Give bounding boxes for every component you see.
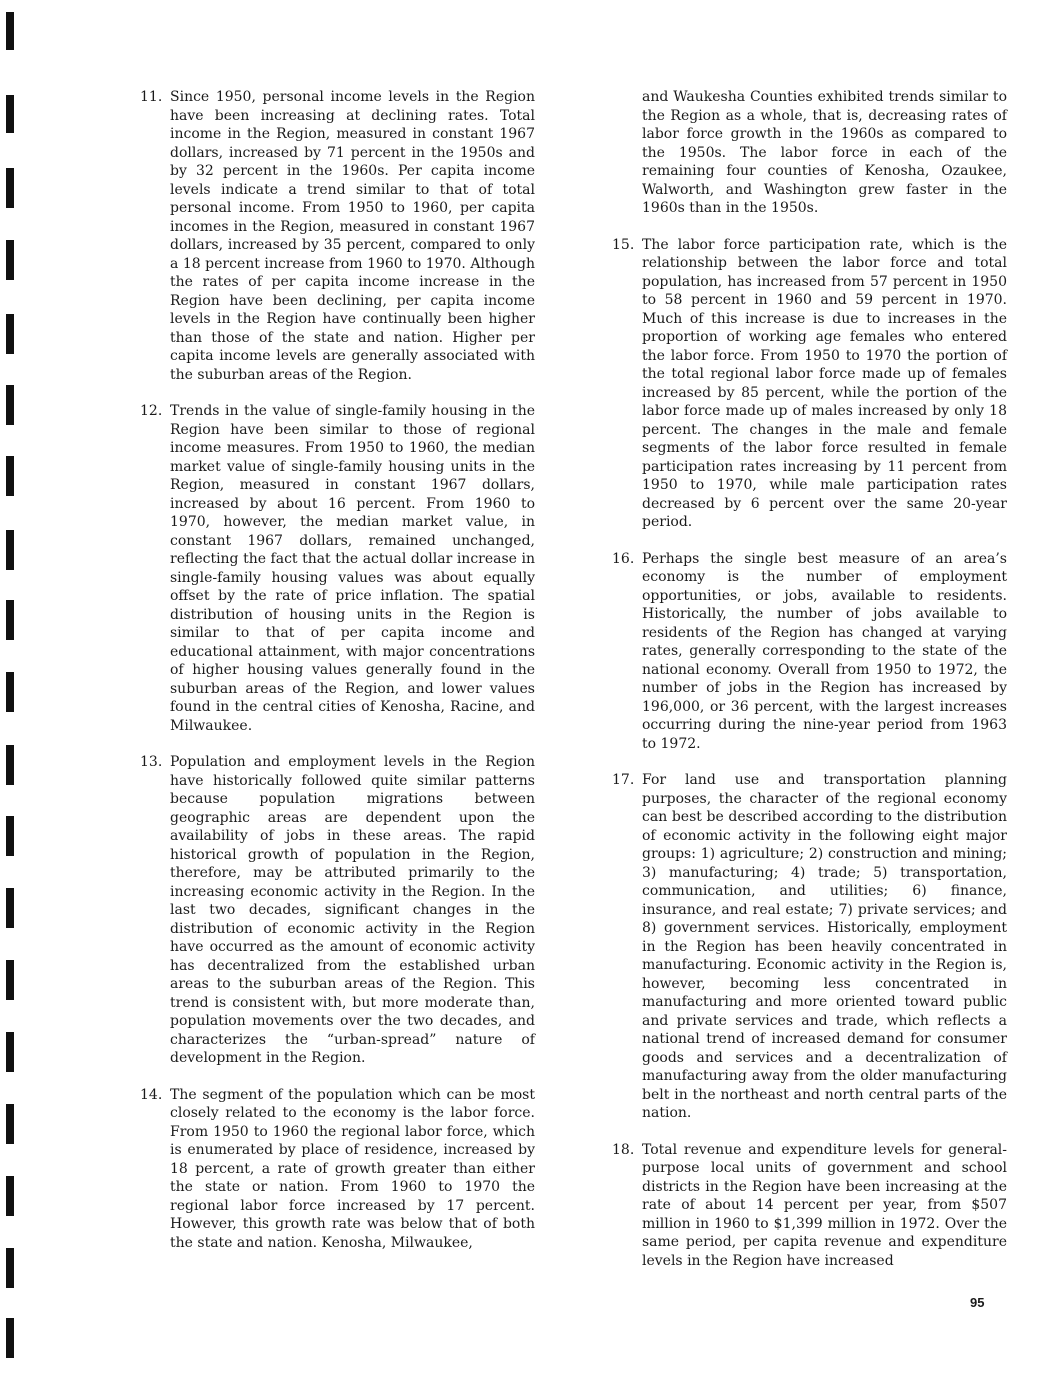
paragraph-number: 16. xyxy=(612,550,635,567)
numbered-paragraph xyxy=(140,1086,535,1253)
paragraph-text: Since 1950, personal income levels in the Region have been increasing at declining rates. Total income in the Region, measured in constant 1967 dollars, increased by 71 percent in the 1950s and by 32 percent in the 1960s. Per capita income levels indicate a trend similar to that of total personal income. From 1950 to 1960, per capita incomes in the Region, measured in constant 1967 dollars, increased by 35 percent, compared to only a 18 percent increase from 1960 to 1970. Although the rates of per capita income increase in the Region have been declining, per capita income levels in the Region have continually been higher than those of the state and nation. Higher per capita income levels are generally associated with the suburban areas of the Region. xyxy=(170,89,535,383)
numbered-paragraph xyxy=(612,550,1007,754)
binding-mark xyxy=(6,600,14,640)
binding-mark xyxy=(6,888,14,928)
numbered-paragraph xyxy=(140,753,535,1068)
paragraph-number: 17. xyxy=(612,772,635,788)
binding-mark xyxy=(6,95,14,133)
numbered-paragraph xyxy=(612,771,1007,1123)
paragraph-number: 18. xyxy=(612,1141,635,1158)
paragraph-text: Total revenue and expenditure levels for general-purpose local units of government and school districts in the Region have been increasing at the rate of about 14 percent per year, from $507 million in 1960 to $1,399 million in 1972. Over the same period, per capita revenue and expenditure levels in the Region have increased xyxy=(642,1141,1007,1269)
binding-mark xyxy=(6,816,14,856)
binding-mark xyxy=(6,1104,14,1144)
binding-mark xyxy=(6,530,14,570)
paragraph-number: 15. xyxy=(612,236,635,253)
binding-mark xyxy=(6,1032,14,1072)
paragraph-text: Population and employment levels in the Region have historically followed quite similar patterns because population migrations between geographic areas are dependent upon the availability of jobs in these areas. The rapid historical growth of population in the Region, therefore, may be attributed primarily to the increasing economic activity in the Region. In the last two decades, significant changes in the distribution of economic activity in the Region have occurred as the amount of economic activity has decentralized from the established urban areas to the suburban areas of the Region. This trend is consistent with, but more moderate than, population movements over the two decades, and characterizes the “urban-spread” nature of development in the Region. xyxy=(170,754,535,1066)
binding-mark xyxy=(6,1318,14,1358)
numbered-paragraph xyxy=(612,1141,1007,1271)
right-column xyxy=(612,88,1007,1288)
binding-mark xyxy=(6,745,14,785)
binding-mark xyxy=(6,1176,14,1216)
binding-mark xyxy=(6,314,14,354)
paragraph-text: Perhaps the single best measure of an area’s economy is the number of employment opportunities, or jobs, available to residents. Historically, the number of jobs available to residents of the Region has changed at varying rates, generally corresponding to the state of the national economy. Overall from 1950 to 1972, the number of jobs in the Region has increased by 196,000, or 36 percent, with the largest increases occurring during the nine-year period from 1963 to 1972. xyxy=(642,550,1007,752)
continued-paragraph-text: and Waukesha Counties exhibited trends similar to the Region as a whole, that is, decreasing rates of labor force growth in the 1960s as compared to the 1950s. The labor force in each of the remaining four counties of Kenosha, Ozaukee, Walworth, and Washington grew faster in the 1960s than in the 1950s. xyxy=(642,89,1007,216)
paragraph-text: The labor force participation rate, which is the relationship between the labor force and total population, has increased from 57 percent in 1950 to 58 percent in 1960 and 59 percent in 1970. Much of this increase is due to increases in the proportion of working age females who entered the labor force. From 1950 to 1970 the portion of the total regional labor force made up of females increased by 85 percent, while the portion of the labor force made up of males increased by only 18 percent. The changes in the male and female segments of the labor force resulted in female participation rates increasing by 11 percent from 1950 to 1970, while male participation rates decreased by 6 percent over the same 20-year period. xyxy=(642,236,1007,530)
binding-mark xyxy=(6,1248,14,1288)
binding-mark xyxy=(6,960,14,1000)
binding-mark xyxy=(6,672,14,712)
numbered-paragraph xyxy=(140,402,535,735)
paragraph-number: 14. xyxy=(140,1086,163,1103)
binding-mark xyxy=(6,456,14,496)
page-number: 95 xyxy=(970,1295,985,1310)
paragraph-text: For land use and transportation planning purposes, the character of the regional economy can best be described according to the distribution of economic activity in the following eight major groups: 1) agriculture; 2) construction and mining; 3) manufacturing; 4) trade; 5) transportation, communication, and utilities; 6) finance, insurance, and real estate; 7) private services; and 8) government services. Historically, employment in the Region has been heavily concentrated in manufacturing. Economic activity in the Region is, however, becoming less concentrated in manufacturing and more oriented toward public and private services and trade, which reflects a national trend of increased demand for consumer goods and services and a decentralization of manufacturing away from the older manufacturing belt in the northeast and north central parts of the nation. xyxy=(642,772,1007,1121)
binding-mark xyxy=(6,12,14,50)
numbered-paragraph xyxy=(140,88,535,384)
paragraph-text: The segment of the population which can be most closely related to the economy is the labor force. From 1950 to 1960 the regional labor force, which is enumerated by place of residence, increased by 18 percent, a rate of growth greater than either the state or nation. From 1960 to 1970 the regional labor force increased by 17 percent. However, this growth rate was below that of both the state and nation. Kenosha, Milwaukee, xyxy=(170,1086,535,1251)
binding-mark xyxy=(6,168,14,208)
paragraph-number: 11. xyxy=(140,89,163,105)
paragraph-text: Trends in the value of single-family housing in the Region have been similar to those of regional income measures. From 1950 to 1960, the median market value of single-family housing units in the Region, measured in constant 1967 dollars, increased by about 16 percent. From 1960 to 1970, however, the median market value, in constant 1967 dollars, remained unchanged, reflecting the fact that the actual dollar increase in single-family housing values was about equally offset by the rate of price inflation. The spatial distribution of housing units in the Region is similar to that of per capita income and educational attainment, with major concentrations of higher housing values generally found in the suburban areas of the Region, and lower values found in the central cities of Kenosha, Racine, and Milwaukee. xyxy=(170,403,535,734)
paragraph-number: 12. xyxy=(140,403,163,419)
binding-mark xyxy=(6,385,14,425)
paragraph-number: 13. xyxy=(140,754,163,770)
numbered-paragraph xyxy=(612,236,1007,532)
left-column xyxy=(140,88,535,1270)
binding-mark xyxy=(6,240,14,280)
